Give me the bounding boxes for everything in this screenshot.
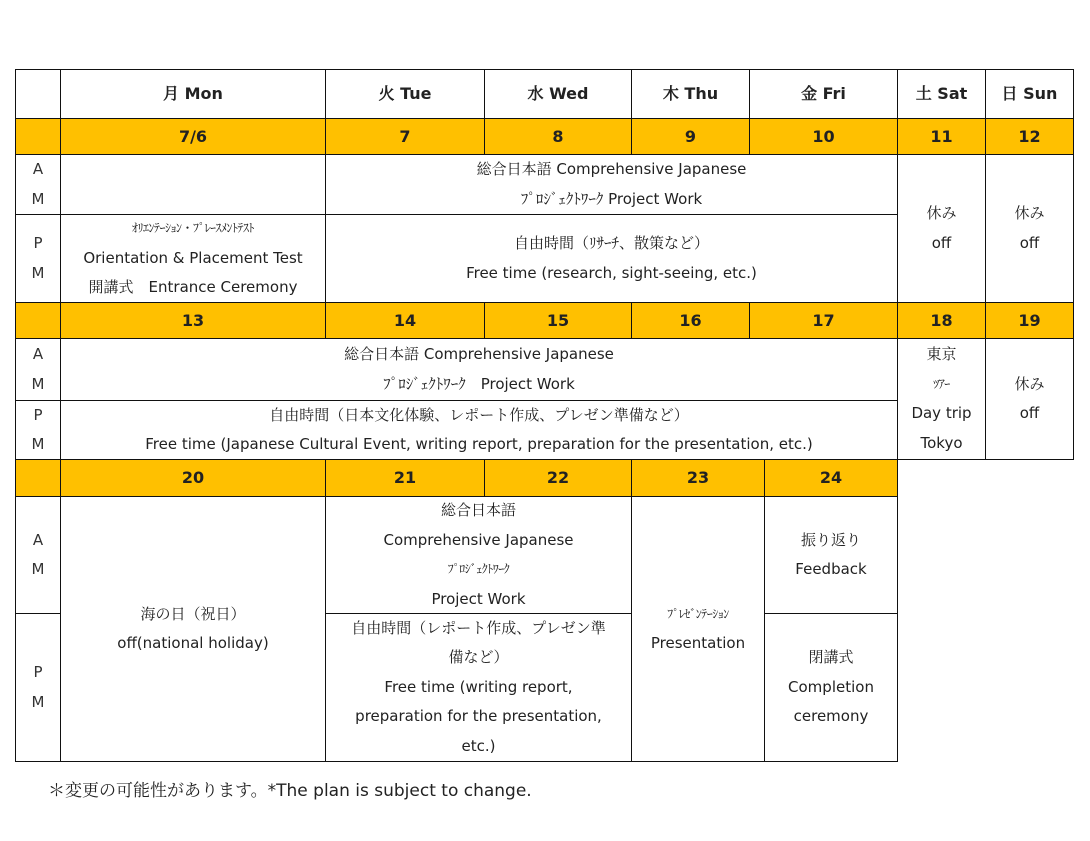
header-thu: 木 Thu bbox=[631, 69, 750, 119]
date-cell: 15 bbox=[484, 302, 632, 339]
tokyo-en: Tokyo bbox=[920, 433, 963, 452]
feedback-en: Feedback bbox=[795, 560, 867, 578]
date-row-label bbox=[15, 459, 61, 497]
feedback-jp: 振り返り bbox=[800, 530, 861, 549]
off-jp: 休み bbox=[926, 204, 957, 222]
date-cell: 22 bbox=[484, 459, 632, 497]
date-cell: 18 bbox=[897, 302, 986, 339]
completion-en-2: ceremony bbox=[793, 707, 869, 726]
week2-sun-off bbox=[985, 338, 1074, 460]
corner-cell bbox=[15, 69, 61, 119]
free-time-en: Free time (research, sight-seeing, etc.) bbox=[466, 263, 757, 282]
header-tue: 火 Tue bbox=[325, 69, 485, 119]
tokyo-jp: 東京 bbox=[926, 345, 957, 363]
pm-label bbox=[15, 214, 61, 303]
week3-am-class bbox=[325, 496, 632, 614]
week3-mon-holiday bbox=[60, 496, 326, 762]
pm-label bbox=[15, 613, 61, 762]
free-time-en-2: preparation for the presentation, bbox=[355, 707, 602, 726]
pm-label-m: M bbox=[31, 692, 45, 711]
date-cell: 12 bbox=[985, 118, 1074, 155]
free-time-en-1: Free time (writing report, bbox=[384, 677, 573, 696]
date-cell: 14 bbox=[325, 302, 485, 339]
day-trip: Day trip bbox=[911, 404, 972, 422]
week3-thu-presentation bbox=[631, 496, 765, 762]
week1-sun-off bbox=[985, 154, 1074, 303]
date-cell: 23 bbox=[631, 459, 765, 497]
free-time-en-3: etc.) bbox=[461, 736, 496, 755]
project-work-katakana: ﾌﾟﾛｼﾞｪｸﾄﾜｰｸ bbox=[447, 562, 510, 576]
off-en: off bbox=[1019, 233, 1040, 252]
date-cell: 8 bbox=[484, 118, 632, 155]
am-label-m: M bbox=[31, 560, 45, 578]
date-cell: 11 bbox=[897, 118, 986, 155]
free-time-en: Free time (Japanese Cultural Event, writing report, preparation for the presentation, etc.) bbox=[145, 435, 813, 453]
comprehensive-japanese-jp: 総合日本語 bbox=[440, 501, 516, 519]
completion-jp: 閉講式 bbox=[808, 648, 854, 667]
free-time-jp: 自由時間（日本文化体験、レポート作成、プレゼン準備など） bbox=[269, 405, 689, 424]
week2-am-class bbox=[60, 338, 898, 401]
mon-am-empty bbox=[60, 154, 326, 215]
holiday-en: off(national holiday) bbox=[117, 634, 269, 652]
week3-fri-completion bbox=[764, 613, 898, 762]
am-label-a: A bbox=[32, 345, 44, 363]
comprehensive-japanese: 総合日本語 Comprehensive Japanese bbox=[344, 345, 614, 363]
pm-label-p: P bbox=[33, 234, 43, 252]
free-time-jp: 自由時間（ﾘｻｰﾁ、散策など） bbox=[513, 234, 709, 252]
date-cell: 19 bbox=[985, 302, 1074, 339]
pm-label-p: P bbox=[33, 405, 43, 424]
holiday-jp: 海の日（祝日） bbox=[140, 604, 246, 623]
free-time-jp-1: 自由時間（レポート作成、プレゼン準 bbox=[351, 618, 606, 637]
comprehensive-japanese: 総合日本語 Comprehensive Japanese bbox=[476, 160, 747, 178]
date-cell: 17 bbox=[749, 302, 898, 339]
am-label-m: M bbox=[31, 374, 45, 393]
week2-pm-free bbox=[60, 400, 898, 460]
am-label bbox=[15, 154, 61, 215]
week3-fri-feedback bbox=[764, 496, 898, 614]
week1-am-class bbox=[325, 154, 898, 215]
header-fri: 金 Fri bbox=[749, 69, 898, 119]
footnote: ＊変更の可能性があります。*The plan is subject to change. bbox=[48, 781, 532, 801]
entrance-ceremony: 開講式 Entrance Ceremony bbox=[88, 278, 298, 297]
project-work: ﾌﾟﾛｼﾞｪｸﾄﾜｰｸ Project Work bbox=[520, 189, 703, 208]
header-wed: 水 Wed bbox=[484, 69, 632, 119]
off-jp: 休み bbox=[1014, 374, 1045, 393]
date-row-label bbox=[15, 118, 61, 155]
am-label-a: A bbox=[32, 530, 44, 549]
off-jp: 休み bbox=[1014, 204, 1045, 222]
date-cell: 9 bbox=[631, 118, 750, 155]
project-work: ﾌﾟﾛｼﾞｪｸﾄﾜｰｸ Project Work bbox=[383, 374, 575, 393]
date-cell: 13 bbox=[60, 302, 326, 339]
week2-sat-daytrip bbox=[897, 338, 986, 460]
comprehensive-japanese-en: Comprehensive Japanese bbox=[383, 530, 574, 549]
completion-en-1: Completion bbox=[788, 677, 874, 696]
orientation-katakana: ｵﾘｴﾝﾃｰｼｮﾝ・ﾌﾟﾚｰｽﾒﾝﾄﾃｽﾄ bbox=[131, 221, 254, 236]
am-label bbox=[15, 338, 61, 401]
week1-pm-free bbox=[325, 214, 898, 303]
week3-pm-free bbox=[325, 613, 632, 762]
header-sat: 土 Sat bbox=[897, 69, 986, 119]
pm-label-p: P bbox=[33, 663, 43, 681]
am-label-a: A bbox=[32, 160, 44, 178]
off-en: off bbox=[1019, 404, 1040, 422]
pm-label-m: M bbox=[31, 435, 45, 453]
date-cell: 7/6 bbox=[60, 118, 326, 155]
date-cell: 7 bbox=[325, 118, 485, 155]
date-cell: 10 bbox=[749, 118, 898, 155]
orientation-english: Orientation & Placement Test bbox=[83, 248, 303, 267]
am-label bbox=[15, 496, 61, 614]
pm-label-m: M bbox=[31, 263, 45, 282]
presentation-katakana: ﾌﾟﾚｾﾞﾝﾃｰｼｮﾝ bbox=[667, 606, 729, 621]
pm-label bbox=[15, 400, 61, 460]
date-cell: 21 bbox=[325, 459, 485, 497]
date-cell: 16 bbox=[631, 302, 750, 339]
date-row-label bbox=[15, 302, 61, 339]
off-en: off bbox=[931, 233, 952, 252]
date-cell: 20 bbox=[60, 459, 326, 497]
project-work-en: Project Work bbox=[431, 589, 526, 608]
date-cell: 24 bbox=[764, 459, 898, 497]
header-sun: 日 Sun bbox=[985, 69, 1074, 119]
presentation-en: Presentation bbox=[650, 634, 746, 652]
tour-katakana: ﾂｱｰ bbox=[933, 376, 950, 391]
free-time-jp-2: 備など） bbox=[448, 648, 509, 667]
week1-sat-off bbox=[897, 154, 986, 303]
mon-pm-orientation bbox=[60, 214, 326, 303]
header-mon: 月 Mon bbox=[60, 69, 326, 119]
am-label-m: M bbox=[31, 189, 45, 208]
